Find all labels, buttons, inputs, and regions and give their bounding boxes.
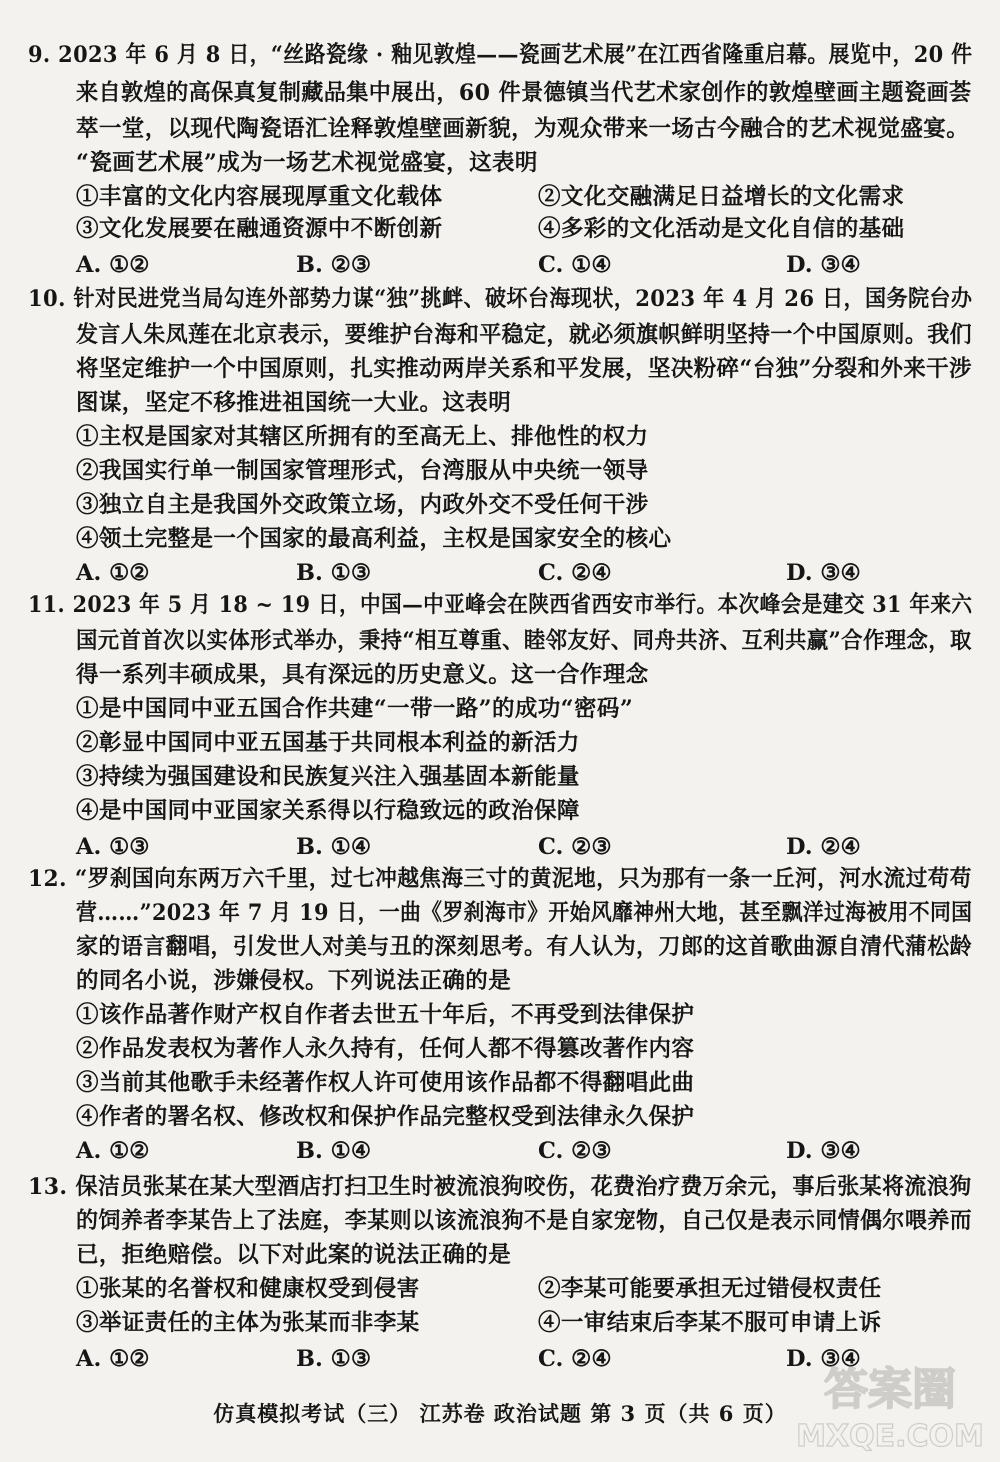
watermark-url: MXQE.COM [796, 1419, 984, 1454]
statement-option: ②文化交融满足日益增长的文化需求 [538, 184, 905, 210]
statement-option: ②李某可能要承担无过错侵权责任 [538, 1276, 882, 1302]
answer-choice-c: C. ②③ [538, 1138, 612, 1164]
statement-option: ①该作品著作财产权自作者去世五十年后，不再受到法律保护 [76, 1002, 695, 1028]
answer-choice-c: C. ②④ [538, 560, 612, 586]
question-stem-line: 9. 2023 年 6 月 8 日，“丝路瓷缘 · 釉见敦煌——瓷画艺术展”在江西省隆重启幕。展览中，20 件 [28, 42, 973, 68]
question-stem-line: 萃一堂，以现代陶瓷语汇诠释敦煌壁画新貌，为观众带来一场古今融合的艺术视觉盛宴。 [76, 116, 970, 142]
answer-choice-a: A. ①③ [76, 834, 150, 860]
question-stem-line: 的饲养者李某告上了法庭，李某则以该流浪狗不是自家宠物，自己仅是表示同情偶尔喂养而 [76, 1208, 973, 1234]
page-footer: 仿真模拟考试（三） 江苏卷 政治试题 第 3 页（共 6 页） [213, 1401, 787, 1426]
statement-option: ④领土完整是一个国家的最高利益，主权是国家安全的核心 [76, 526, 672, 552]
statement-option: ②我国实行单一制国家管理形式，台湾服从中央统一领导 [76, 458, 649, 484]
answer-choice-c: C. ②③ [538, 834, 612, 860]
question-stem-line: 营……”2023 年 7 月 19 日，一曲《罗刹海市》开始风靡神州大地，甚至飘洋过海被用不同国 [76, 900, 973, 926]
answer-choice-c: C. ②④ [538, 1346, 612, 1372]
answer-choice-a: A. ①② [76, 560, 150, 586]
answer-choice-b: B. ①③ [296, 560, 372, 586]
answer-choice-b: B. ②③ [296, 252, 372, 278]
statement-option: ③独立自主是我国外交政策立场，内政外交不受任何干涉 [76, 492, 649, 518]
statement-option: ②彰显中国同中亚五国基于共同根本利益的新活力 [76, 730, 580, 756]
question-stem-line: 国元首首次以实体形式举办，秉持“相互尊重、睦邻友好、同舟共济、互利共赢”合作理念，取 [76, 628, 972, 654]
question-stem-line: 发言人朱凤莲在北京表示，要维护台海和平稳定，就必须旗帜鲜明坚持一个中国原则。我们 [76, 322, 973, 348]
statement-option: ③举证责任的主体为张某而非李某 [76, 1310, 420, 1336]
question-stem-line: “瓷画艺术展”成为一场艺术视觉盛宴，这表明 [76, 150, 538, 176]
question-stem-line: 12. “罗刹国向东两万六千里，过七冲越焦海三寸的黄泥地，只为那有一条一丘河，河水流过苟苟 [28, 866, 972, 892]
answer-choice-d: D. ③④ [786, 1138, 861, 1164]
question-stem-line: 13. 保洁员张某在某大型酒店打扫卫生时被流浪狗咬伤，花费治疗费万余元，事后张某将流浪狗 [28, 1174, 972, 1200]
answer-choice-b: B. ①③ [296, 1346, 372, 1372]
statement-option: ①主权是国家对其辖区所拥有的至高无上、排他性的权力 [76, 424, 649, 450]
answer-choice-a: A. ①② [76, 1346, 150, 1372]
statement-option: ③持续为强国建设和民族复兴注入强基固本新能量 [76, 764, 580, 790]
watermark-logo [790, 1352, 990, 1457]
question-stem-line: 11. 2023 年 5 月 18 ~ 19 日，中国—中亚峰会在陕西省西安市举行。本次峰会是建交 31 年来六 [28, 592, 973, 618]
statement-option: ④多彩的文化活动是文化自信的基础 [538, 216, 905, 242]
statement-option: ①是中国同中亚五国合作共建“一带一路”的成功“密码” [76, 696, 634, 722]
question-stem-line: 图谋，坚定不移推进祖国统一大业。这表明 [76, 390, 512, 416]
answer-choice-d: D. ③④ [786, 560, 861, 586]
statement-option: ④是中国同中亚国家关系得以行稳致远的政治保障 [76, 798, 580, 824]
question-stem-line: 家的语言翻唱，引发世人对美与丑的深刻思考。有人认为，刀郎的这首歌曲源自清代蒲松龄 [76, 934, 973, 960]
statement-option: ④作者的署名权、修改权和保护作品完整权受到法律永久保护 [76, 1104, 695, 1130]
question-stem-line: 已，拒绝赔偿。以下对此案的说法正确的是 [76, 1242, 512, 1268]
question-stem-line: 10. 针对民进党当局勾连外部势力谋“独”挑衅、破坏台海现状，2023 年 4 月 26 日，国务院台办 [28, 286, 973, 312]
answer-choice-c: C. ①④ [538, 252, 612, 278]
statement-option: ①丰富的文化内容展现厚重文化载体 [76, 184, 443, 210]
question-stem-line: 的同名小说，涉嫌侵权。下列说法正确的是 [76, 968, 512, 994]
answer-choice-a: A. ①② [76, 1138, 150, 1164]
question-stem-line: 来自敦煌的高保真复制藏品集中展出，60 件景德镇当代艺术家创作的敦煌壁画主题瓷画荟 [76, 80, 972, 106]
question-stem-line: 得一系列丰硕成果，具有深远的历史意义。这一合作理念 [76, 662, 649, 688]
answer-choice-b: B. ①④ [296, 1138, 372, 1164]
statement-option: ④一审结束后李某不服可申请上诉 [538, 1310, 882, 1336]
watermark-text: 答案圈 [824, 1364, 956, 1415]
answer-choice-d: D. ③④ [786, 1346, 861, 1372]
statement-option: ①张某的名誉权和健康权受到侵害 [76, 1276, 420, 1302]
answer-choice-d: D. ③④ [786, 252, 861, 278]
answer-choice-d: D. ②④ [786, 834, 861, 860]
statement-option: ③文化发展要在融通资源中不断创新 [76, 216, 443, 242]
statement-option: ②作品发表权为著作人永久持有，任何人都不得篡改著作内容 [76, 1036, 695, 1062]
question-stem-line: 将坚定维护一个中国原则，扎实推动两岸关系和平发展，坚决粉碎“台独”分裂和外来干涉 [76, 356, 972, 382]
statement-option: ③当前其他歌手未经著作权人许可使用该作品都不得翻唱此曲 [76, 1070, 695, 1096]
answer-choice-b: B. ①④ [296, 834, 372, 860]
answer-choice-a: A. ①② [76, 252, 150, 278]
